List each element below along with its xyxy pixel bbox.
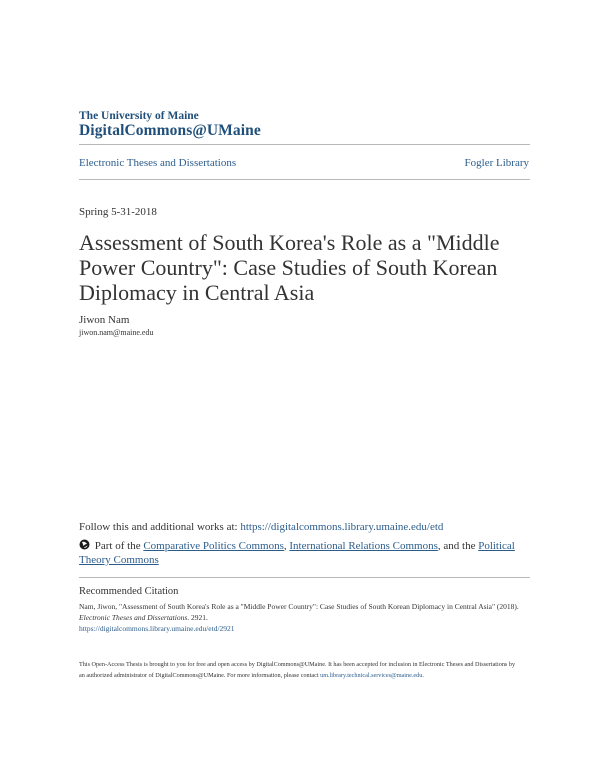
institution-name: The University of Maine <box>79 110 199 122</box>
part-of-sep2: , and the <box>437 540 479 552</box>
header-divider-bottom <box>79 179 530 180</box>
citation-link[interactable]: https://digitalcommons.library.umaine.edu/etd/2921 <box>79 624 235 633</box>
follow-prefix: Follow this and additional works at: <box>79 521 241 533</box>
commons-link-international-relations[interactable]: International Relations Commons <box>289 540 438 552</box>
notice-end: . <box>422 671 424 679</box>
part-of-prefix: Part of the <box>92 540 144 552</box>
part-of-sep1: , <box>283 540 290 552</box>
part-of-line <box>79 539 529 567</box>
citation-text: Nam, Jiwon, "Assessment of South Korea's Role as a "Middle Power Country": Case Studies of South Korean Diplomacy in Central Asia" (2018). <box>79 602 519 611</box>
follow-line <box>79 521 443 533</box>
citation-divider <box>79 577 530 578</box>
recommended-citation <box>79 601 529 634</box>
follow-link[interactable]: https://digitalcommons.library.umaine.edu/etd <box>240 521 444 533</box>
document-title: Assessment of South Korea's Role as a "Middle Power Country": Case Studies of South Korean Diplomacy in Central Asia <box>79 230 500 305</box>
author-email[interactable]: jiwon.nam@maine.edu <box>79 328 154 337</box>
recommended-citation-heading: Recommended Citation <box>79 586 179 597</box>
commons-link-comparative-politics[interactable]: Comparative Politics Commons <box>143 540 284 552</box>
bepress-network-icon <box>79 539 90 550</box>
notice-text: This Open-Access Thesis is brought to you for free and open access by DigitalCommons@UMaine. It has been accepted for inclusion in Electronic Theses and Dissertations by an authorized administrator of DigitalCommons@UMaine. For more information, please contact <box>79 661 516 679</box>
publication-date: Spring 5-31-2018 <box>79 206 157 218</box>
series-link-etd[interactable]: Electronic Theses and Dissertations <box>79 157 237 169</box>
citation-series: Electronic Theses and Dissertations <box>79 613 188 622</box>
commons-link-political-theory[interactable]: Political Theory Commons <box>79 540 515 566</box>
repository-name[interactable]: DigitalCommons@UMaine <box>79 122 261 139</box>
contact-email-link[interactable]: um.library.technical.services@maine.edu <box>320 671 423 679</box>
series-link-fogler[interactable]: Fogler Library <box>464 157 529 169</box>
open-access-notice <box>79 660 519 681</box>
author-name: Jiwon Nam <box>79 314 130 326</box>
citation-number: . 2921. <box>187 613 208 622</box>
header-divider-top <box>79 144 530 145</box>
